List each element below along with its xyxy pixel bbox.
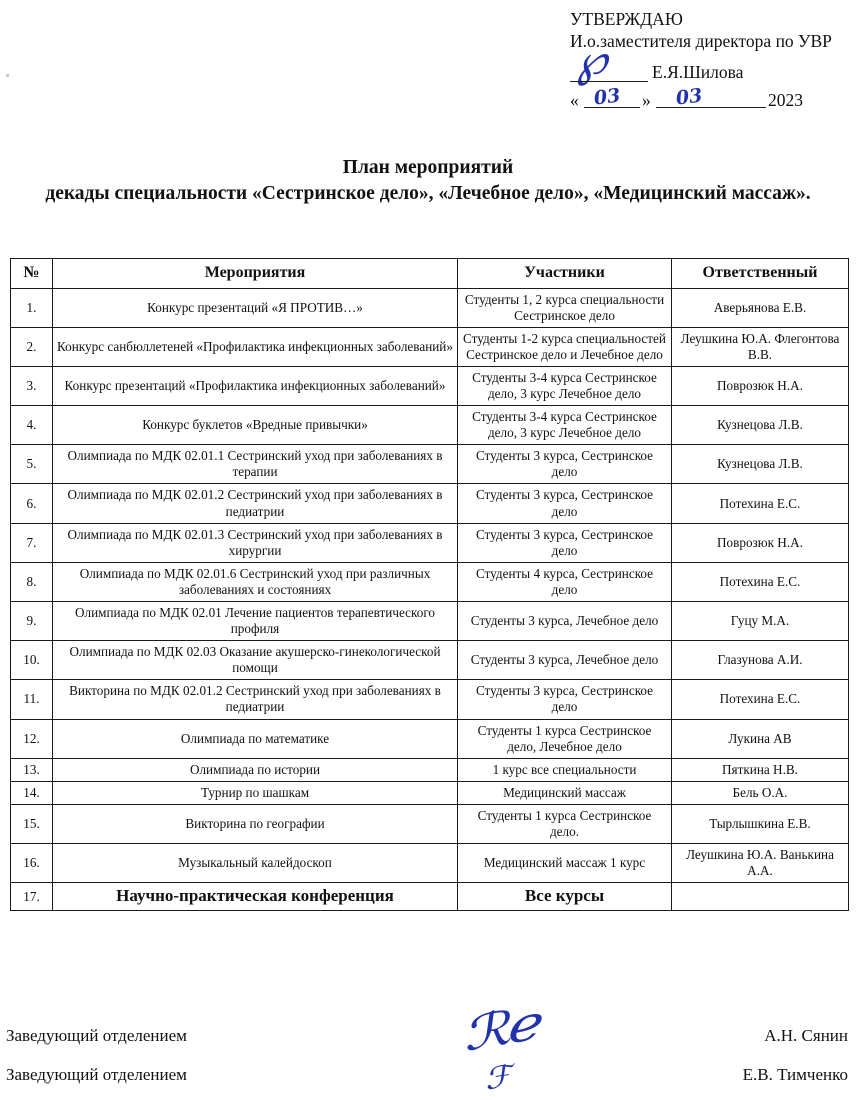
- cell-responsible: Кузнецова Л.В.: [672, 406, 849, 445]
- table-row: [11, 719, 849, 758]
- approval-signer-name: Е.Я.Шилова: [652, 61, 744, 82]
- table-row: [11, 602, 849, 641]
- cell-number: 16.: [11, 844, 53, 883]
- cell-event: Олимпиада по МДК 02.01.1 Сестринский уход при заболеваниях в терапии: [53, 445, 458, 484]
- cell-participants: Все курсы: [458, 883, 672, 911]
- title-line-2: декады специальности «Сестринское дело», «Лечебное дело», «Медицинский массаж».: [45, 183, 811, 205]
- approval-year: 2023: [768, 89, 803, 110]
- cell-number: 5.: [11, 445, 53, 484]
- cell-participants: 1 курс все специальности: [458, 758, 672, 781]
- cell-responsible: Леушкина Ю.А. Ванькина А.А.: [672, 844, 849, 883]
- column-header-participants: Участники: [458, 259, 672, 289]
- cell-event: Викторина по географии: [53, 804, 458, 843]
- footer-role-label: Заведующий отделением: [6, 1065, 187, 1084]
- handwritten-day: 03: [592, 84, 622, 110]
- cell-number: 2.: [11, 327, 53, 366]
- footer-signature-row: [0, 996, 856, 1062]
- cell-responsible: [672, 883, 849, 911]
- cell-number: 6.: [11, 484, 53, 523]
- cell-participants: Студенты 3 курса, Сестринское дело: [458, 484, 672, 523]
- cell-number: 7.: [11, 523, 53, 562]
- footer-signer-name: Е.В. Тимченко: [742, 1065, 848, 1084]
- cell-responsible: Леушкина Ю.А. Флегонтова В.В.: [672, 327, 849, 366]
- handwritten-signature-icon: ℱ: [482, 1059, 511, 1098]
- approval-date-row: [570, 84, 856, 113]
- cell-event: Турнир по шашкам: [53, 781, 458, 804]
- column-header-number: №: [11, 259, 53, 289]
- approval-position: И.о.заместителя директора по УВР: [570, 31, 832, 52]
- cell-responsible: Кузнецова Л.В.: [672, 445, 849, 484]
- cell-participants: Студенты 3 курса, Лечебное дело: [458, 641, 672, 680]
- cell-event: Конкурс презентаций «Профилактика инфекционных заболеваний»: [53, 366, 458, 405]
- cell-event: Олимпиада по МДК 02.03 Оказание акушерско-гинекологической помощи: [53, 641, 458, 680]
- cell-participants: Студенты 1 курса Сестринское дело.: [458, 804, 672, 843]
- footer-signature-row: [0, 1061, 856, 1100]
- footer-role-label: Заведующий отделением: [6, 1026, 187, 1045]
- cell-event: Конкурс презентаций «Я ПРОТИВ…»: [53, 288, 458, 327]
- cell-responsible: Потехина Е.С.: [672, 680, 849, 719]
- cell-participants: Студенты 1, 2 курса специальности Сестринское дело: [458, 288, 672, 327]
- cell-event: Олимпиада по МДК 02.01.6 Сестринский уход при различных заболеваниях и состояниях: [53, 562, 458, 601]
- table-row: [11, 758, 849, 781]
- cell-participants: Медицинский массаж 1 курс: [458, 844, 672, 883]
- cell-participants: Студенты 1 курса Сестринское дело, Лечебное дело: [458, 719, 672, 758]
- cell-event: Олимпиада по математике: [53, 719, 458, 758]
- cell-event: Музыкальный калейдоскоп: [53, 844, 458, 883]
- cell-number: 4.: [11, 406, 53, 445]
- approval-block: [570, 8, 856, 113]
- table-row: [11, 327, 849, 366]
- cell-responsible: Аверьянова Е.В.: [672, 288, 849, 327]
- page-title: [14, 155, 842, 207]
- table-row: [11, 406, 849, 445]
- cell-participants: Студенты 3 курса, Сестринское дело: [458, 445, 672, 484]
- cell-event: Конкурс буклетов «Вредные привычки»: [53, 406, 458, 445]
- cell-responsible: Тырлышкина Е.В.: [672, 804, 849, 843]
- quote-close: »: [642, 89, 651, 110]
- cell-event: Олимпиада по истории: [53, 758, 458, 781]
- cell-event: Конкурс санбюллетеней «Профилактика инфекционных заболеваний»: [53, 327, 458, 366]
- table-header-row: [11, 259, 849, 289]
- quote-open: «: [570, 89, 579, 110]
- events-plan-table: [10, 258, 849, 911]
- cell-responsible: Бель О.А.: [672, 781, 849, 804]
- cell-number: 17.: [11, 883, 53, 911]
- cell-number: 9.: [11, 602, 53, 641]
- table-row: [11, 641, 849, 680]
- cell-participants: Студенты 3 курса, Сестринское дело: [458, 523, 672, 562]
- cell-event: Олимпиада по МДК 02.01.3 Сестринский уход при заболеваниях в хирургии: [53, 523, 458, 562]
- cell-participants: Студенты 4 курса, Сестринское дело: [458, 562, 672, 601]
- scan-artifact: [6, 74, 9, 77]
- cell-number: 3.: [11, 366, 53, 405]
- cell-event: Олимпиада по МДК 02.01.2 Сестринский уход при заболеваниях в педиатрии: [53, 484, 458, 523]
- handwritten-signature-icon: ℛℯ: [457, 996, 539, 1062]
- date-month-blank: [656, 107, 766, 108]
- cell-event: Научно-практическая конференция: [53, 883, 458, 911]
- footer-signer-name: А.Н. Сянин: [764, 1026, 848, 1045]
- approval-heading: УТВЕРЖДАЮ: [570, 9, 683, 29]
- table-row: [11, 366, 849, 405]
- cell-responsible: Гуцу М.А.: [672, 602, 849, 641]
- cell-number: 14.: [11, 781, 53, 804]
- cell-number: 13.: [11, 758, 53, 781]
- table-row: [11, 288, 849, 327]
- cell-responsible: Потехина Е.С.: [672, 562, 849, 601]
- title-line-1: План мероприятий: [342, 157, 514, 178]
- date-day-blank: [584, 107, 640, 108]
- table-row: [11, 680, 849, 719]
- table-body: [11, 288, 849, 911]
- table-row: [11, 883, 849, 911]
- cell-number: 15.: [11, 804, 53, 843]
- footer-signatures: [0, 996, 856, 1100]
- cell-number: 1.: [11, 288, 53, 327]
- handwritten-signature-icon: ℘: [568, 36, 609, 88]
- table-row: [11, 562, 849, 601]
- cell-responsible: Пяткина Н.В.: [672, 758, 849, 781]
- cell-number: 11.: [11, 680, 53, 719]
- cell-responsible: Потехина Е.С.: [672, 484, 849, 523]
- column-header-responsible: Ответственный: [672, 259, 849, 289]
- cell-participants: Студенты 3 курса, Сестринское дело: [458, 680, 672, 719]
- cell-number: 10.: [11, 641, 53, 680]
- table-row: [11, 484, 849, 523]
- cell-participants: Студенты 3 курса, Лечебное дело: [458, 602, 672, 641]
- cell-number: 8.: [11, 562, 53, 601]
- table-row: [11, 804, 849, 843]
- table-row: [11, 445, 849, 484]
- signature-underline: [570, 81, 648, 82]
- cell-responsible: Поврозюк Н.А.: [672, 366, 849, 405]
- cell-event: Викторина по МДК 02.01.2 Сестринский уход при заболеваниях в педиатрии: [53, 680, 458, 719]
- cell-participants: Студенты 1-2 курса специальностей Сестринское дело и Лечебное дело: [458, 327, 672, 366]
- table-row: [11, 781, 849, 804]
- cell-participants: Медицинский массаж: [458, 781, 672, 804]
- table-row: [11, 844, 849, 883]
- cell-responsible: Лукина АВ: [672, 719, 849, 758]
- column-header-event: Мероприятия: [53, 259, 458, 289]
- handwritten-month: 03: [674, 84, 704, 110]
- table-row: [11, 523, 849, 562]
- cell-number: 12.: [11, 719, 53, 758]
- cell-participants: Студенты 3-4 курса Сестринское дело, 3 курс Лечебное дело: [458, 366, 672, 405]
- cell-event: Олимпиада по МДК 02.01 Лечение пациентов терапевтического профиля: [53, 602, 458, 641]
- cell-participants: Студенты 3-4 курса Сестринское дело, 3 курс Лечебное дело: [458, 406, 672, 445]
- cell-responsible: Глазунова А.И.: [672, 641, 849, 680]
- cell-responsible: Поврозюк Н.А.: [672, 523, 849, 562]
